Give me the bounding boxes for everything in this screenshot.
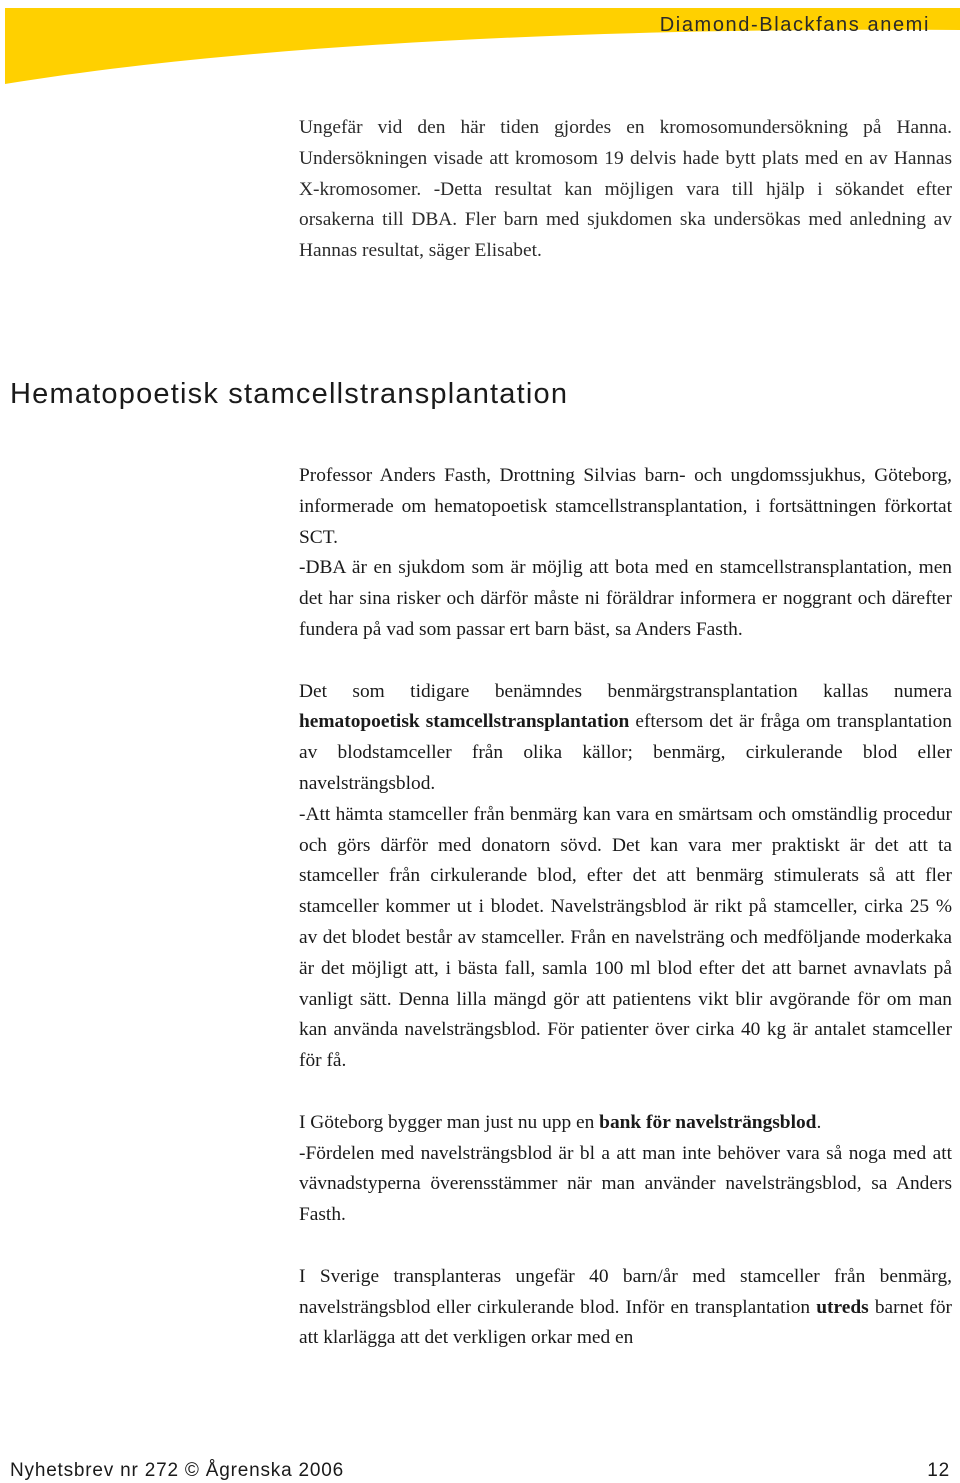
paragraph-3-text-end: eftersom det är fråga om transplantation av blodstamceller från olika källor; benmärg, cirkulerande blod eller navelsträngsblod. [299,711,953,794]
paragraph-2: -DBA är en sjukdom som är möjlig att bota med en stamcellstransplantation, men det har sina risker och därför måste ni föräldrar informera er noggrant och därefter fundera på vad som passar ert barn bäst, sa Anders Fasth. [299,557,952,640]
paragraph-3-text-start: Det som tidigare benämndes benmärgstransplantation kallas numera [299,680,952,702]
paragraph-5-text-end: . [816,1111,822,1133]
paragraph-5 [299,1108,952,1139]
intro-paragraph: Ungefär vid den här tiden gjordes en kromosomundersökning på Hanna. Undersökningen visade att kromosom 19 delvis hade bytt plats med en av Hannas X-kromosomer. -Detta resultat kan möjligen vara till hjälp i sökandet efter orsakerna till DBA. Fler barn med sjukdomen ska undersökas med anledning av Hannas resultat, säger Elisabet. [299,117,952,262]
paragraph-7-text-start: I Sverige transplanteras ungefär 40 barn/år med stamceller från benmärg, navelsträngsblod eller cirkulerande blod. Inför en transplantation [299,1265,952,1318]
paragraph-7 [299,1262,952,1354]
intro-column [299,113,952,267]
paragraph-7-emphasis: utreds [816,1296,869,1318]
section-heading: Hematopoetisk stamcellstransplantation [10,378,569,410]
paragraph-3-emphasis: hematopoetisk stamcellstransplantation [299,711,630,733]
paragraph-4: -Att hämta stamceller från benmärg kan vara en smärtsam och omständlig procedur och görs därför med donatorn sövd. Det kan vara mer praktiskt är det att ta stamceller från cirkulerande blod, efter det att benmärg stimulerats så att fler stamceller kommer ut i blodet. Navelsträngsblod är rikt på stamceller, cirka 25 % av det blodet består av stamceller. Från en navelsträng och medföljande moderkaka är det möjligt att, i bästa fall, samla 100 ml blod efter det att barnet avnavlats på vanligt sätt. Denna lilla mängd gör att patientens vikt blir avgörande för om man kan använda navelsträngsblod. För patienter över cirka 40 kg är antalet stamceller för få. [299,803,952,1072]
paragraph-7-text-end: barnet för att klarlägga att det verkligen orkar med en [299,1296,952,1349]
paragraph-6: -Fördelen med navelsträngsblod är bl a att man inte behöver vara så noga med att vävnadstyperna överensstämmer när man använder navelsträngsblod, sa Anders Fasth. [299,1142,952,1226]
page-number: 12 [927,1460,950,1481]
paragraph-3 [299,677,952,800]
running-header-title: Diamond-Blackfans anemi [659,14,930,36]
footer-publication: Nyhetsbrev nr 272 © Ågrenska 2006 [10,1460,345,1481]
article-body [299,461,952,1354]
paragraph-1: Professor Anders Fasth, Drottning Silvias barn- och ungdomssjukhus, Göteborg, informerade om hematopoetisk stamcellstransplantation, i fortsättningen förkortat SCT. [299,465,952,548]
paragraph-5-emphasis: bank för navelsträngsblod [599,1111,817,1133]
paragraph-5-text-start: I Göteborg bygger man just nu upp en [299,1111,600,1133]
